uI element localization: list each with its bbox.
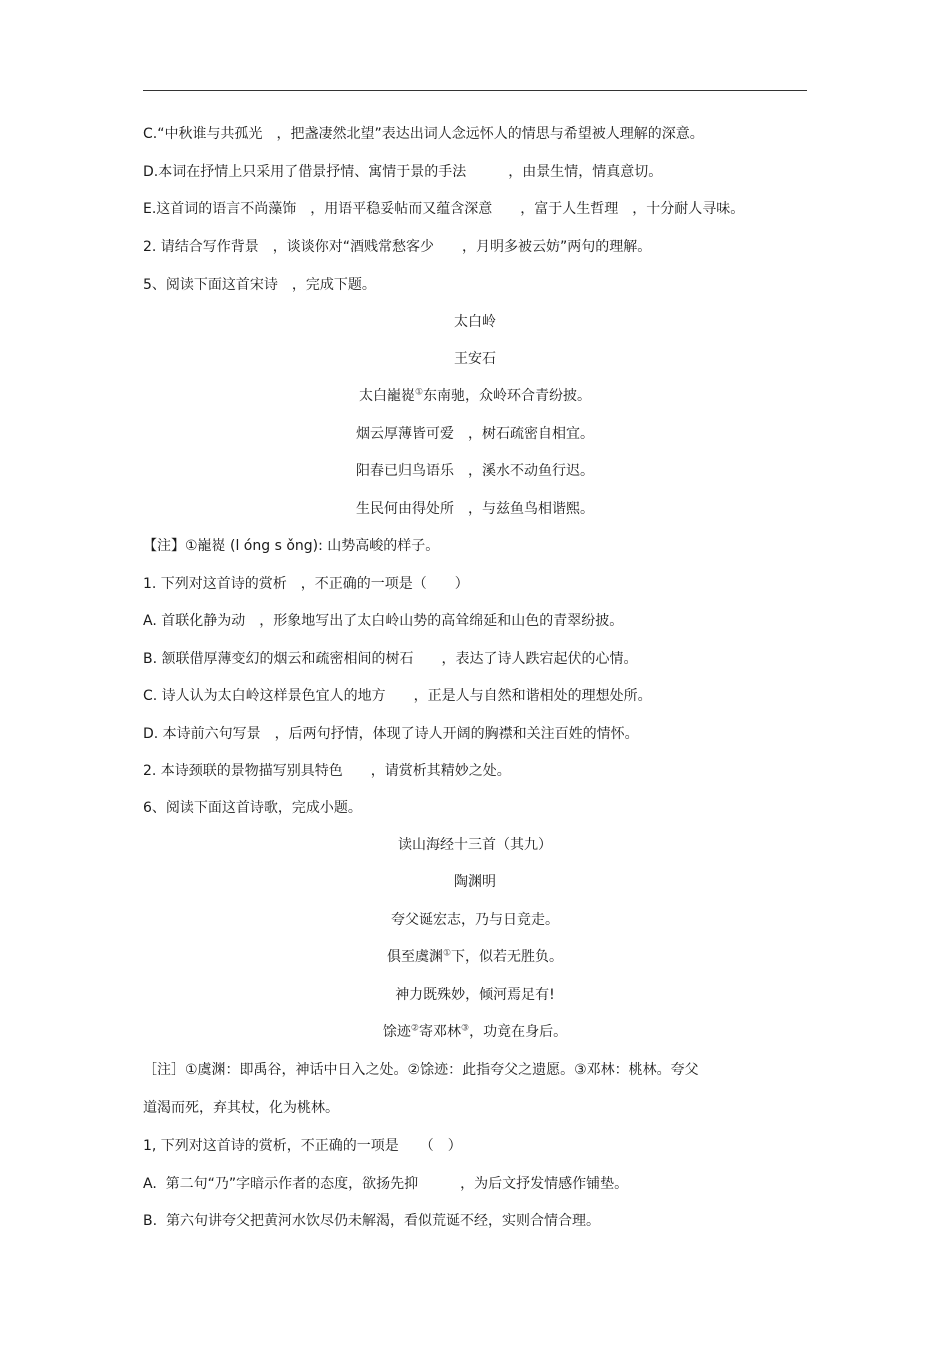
option-c: C.“中秋谁与共孤光 ，把盏凄然北望”表达出词人念远怀人的情思与希望被人理解的深意。 bbox=[143, 126, 704, 142]
q1-option-d: D. 本诗前六句写景 ，后两句抒情，体现了诗人开阔的胸襟和关注百姓的情怀。 bbox=[143, 726, 639, 742]
poem2-author: 陶渊明 bbox=[454, 874, 496, 890]
q1b-stem: 1, 下列对这首诗的赏析，不正确的一项是 （ ） bbox=[143, 1138, 462, 1154]
q2-stem: 2. 本诗颈联的景物描写别具特色 ，请赏析其精妙之处。 bbox=[143, 763, 511, 779]
poem1-line-4: 生民何由得处所 ，与兹鱼鸟相谐熙。 bbox=[356, 501, 594, 517]
q1-option-a: A. 首联化静为动 ，形象地写出了太白岭山势的高耸绵延和山色的青翠纷披。 bbox=[143, 613, 624, 629]
poem2-line-1: 夸父诞宏志，乃与日竞走。 bbox=[391, 912, 559, 928]
poem1-line-1: 太白巃嵸①东南驰，众岭环合青纷披。 bbox=[358, 387, 592, 404]
poem1-line-3: 阳春已归鸟语乐 ，溪水不动鱼行迟。 bbox=[356, 463, 594, 479]
footnote-marker: ① bbox=[442, 948, 452, 959]
poem2-note-line-1: ［注］①虞渊：即禹谷，神话中日入之处。②馀迹：此指夸父之遗愿。③邓林：桃林。夸父 bbox=[143, 1062, 699, 1078]
poem2-title: 读山海经十三首（其九） bbox=[398, 837, 552, 853]
section-5-heading: 5、阅读下面这首宋诗 ，完成下题。 bbox=[143, 277, 376, 293]
header-rule bbox=[143, 90, 807, 91]
option-e: E.这首词的语言不尚藻饰 ，用语平稳妥帖而又蕴含深意 ，富于人生哲理 ，十分耐人寻味。 bbox=[143, 201, 745, 217]
footnote-marker: ② bbox=[410, 1023, 419, 1034]
poem2-note-line-2: 道渴而死，弃其杖，化为桃林。 bbox=[143, 1100, 339, 1116]
poem2-line-3: 神力既殊妙，倾河焉足有! bbox=[395, 987, 555, 1003]
poem1-note: 【注】①巃嵸 (l óng s ǒng): 山势高峻的样子。 bbox=[143, 538, 440, 554]
q1-stem: 1. 下列对这首诗的赏析 ，不正确的一项是（ ） bbox=[143, 576, 469, 592]
poem2-line-2: 俱至虞渊①下，似若无胜负。 bbox=[386, 948, 564, 965]
footnote-marker: ③ bbox=[461, 1023, 470, 1034]
question-2: 2. 请结合写作背景 ，谈谈你对“酒贱常愁客少 ，月明多被云妨”两句的理解。 bbox=[143, 239, 652, 255]
poem2-line-4: 馀迹②寄邓林③，功竟在身后。 bbox=[382, 1023, 568, 1040]
poem1-line-2: 烟云厚薄皆可爱 ，树石疏密自相宜。 bbox=[356, 426, 594, 442]
footnote-marker: ① bbox=[414, 387, 424, 398]
poem1-author: 王安石 bbox=[454, 351, 496, 367]
q1b-option-b: B. 第六句讲夸父把黄河水饮尽仍未解渴，看似荒诞不经，实则合情合理。 bbox=[143, 1213, 600, 1229]
q1b-option-a: A. 第二句“乃”字暗示作者的态度，欲扬先抑 ，为后文抒发情感作铺垫。 bbox=[143, 1176, 629, 1192]
q1-option-c: C. 诗人认为太白岭这样景色宜人的地方 ，正是人与自然和谐相处的理想处所。 bbox=[143, 688, 652, 704]
section-6-heading: 6、阅读下面这首诗歌，完成小题。 bbox=[143, 800, 362, 816]
q1-option-b: B. 颔联借厚薄变幻的烟云和疏密相间的树石 ，表达了诗人跌宕起伏的心情。 bbox=[143, 651, 638, 667]
poem1-title: 太白岭 bbox=[454, 314, 496, 330]
option-d: D.本词在抒情上只采用了借景抒情、寓情于景的手法 ，由景生情，情真意切。 bbox=[143, 164, 663, 180]
